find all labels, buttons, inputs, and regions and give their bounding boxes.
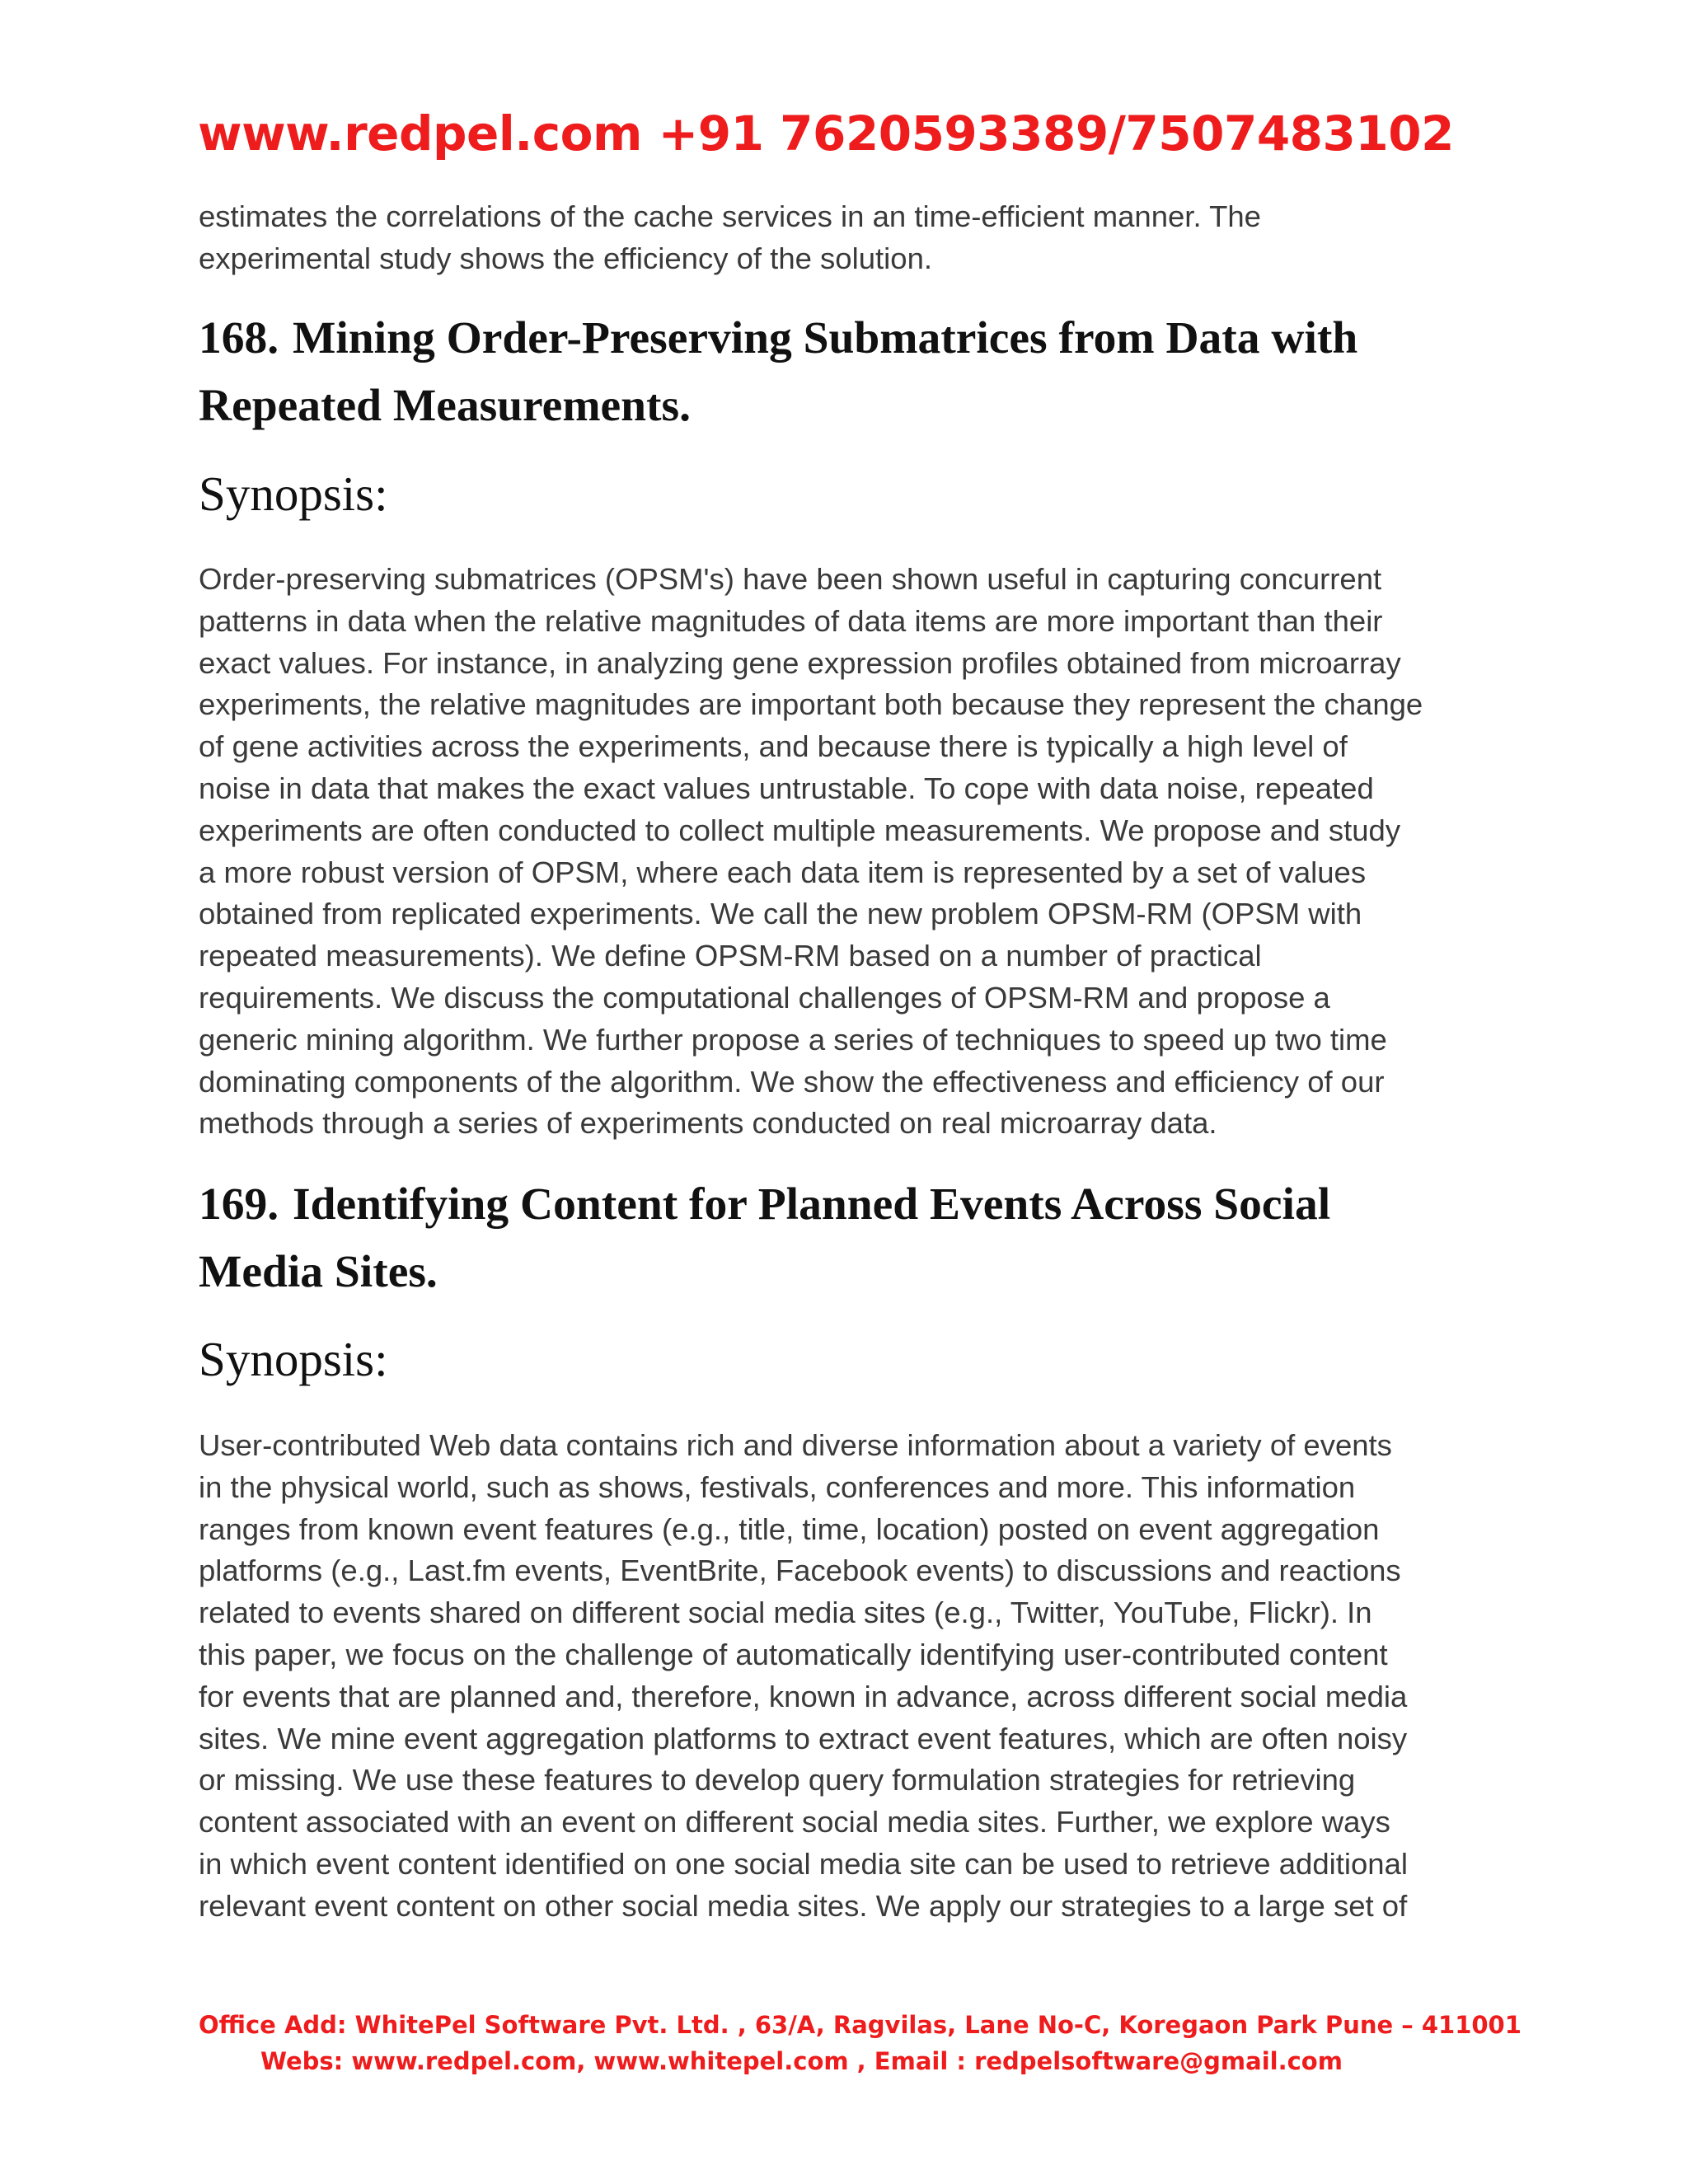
synopsis-line: exact values. For instance, in analyzing gene expression profiles obtained from microarray [199,645,1401,680]
synopsis-line: noise in data that makes the exact values untrustable. To cope with data noise, repeated [199,771,1374,805]
synopsis-line: sites. We mine event aggregation platforms to extract event features, which are often noisy [199,1721,1408,1755]
synopsis-line: repeated measurements). We define OPSM-RM based on a number of practical [199,939,1262,973]
synopsis-line: generic mining algorithm. We further propose a series of techniques to speed up two time [199,1022,1387,1057]
synopsis-line: obtained from replicated experiments. We call the new problem OPSM-RM (OPSM with [199,897,1362,931]
synopsis-line: this paper, we focus on the challenge of automatically identifying user-contributed content [199,1637,1388,1671]
synopsis-line: requirements. We discuss the computational challenges of OPSM-RM and propose a [199,980,1330,1015]
paper-168-synopsis-body [199,559,1517,1145]
synopsis-line: experiments are often conducted to collect multiple measurements. We propose and study [199,813,1401,847]
synopsis-line: of gene activities across the experiments, and because there is typically a high level of [199,729,1348,764]
paper-168-synopsis-heading [199,466,1517,523]
synopsis-line: platforms (e.g., Last.fm events, EventBrite, Facebook events) to discussions and reactions [199,1554,1401,1588]
synopsis-line: content associated with an event on different social media sites. Further, we explore ways [199,1805,1390,1840]
intro-paragraph [199,196,1517,280]
paper-169-synopsis-body [199,1425,1517,1928]
footer-websites-email: Webs: www.redpel.com, www.whitepel.com , Email : redpelsoftware@gmail.com [260,2047,1343,2075]
paper-title-line: Repeated Measurements. [199,381,692,431]
paper-title-line: Identifying Content for Planned Events Across Social [293,1179,1331,1230]
intro-line: experimental study shows the efficiency of the solution. [199,241,933,275]
paper-title-line: Mining Order-Preserving Submatrices from Data with [293,313,1358,363]
synopsis-line: dominating components of the algorithm. We show the effectiveness and efficiency of our [199,1064,1385,1099]
footer-office-address: Office Add: WhitePel Software Pvt. Ltd. , 63/A, Ragvilas, Lane No-C, Koregaon Park Pune – 411001 [199,2011,1522,2039]
synopsis-line: in which event content identified on one social media site can be used to retrieve additional [199,1846,1409,1881]
synopsis-line: patterns in data when the relative magnitudes of data items are more important than their [199,603,1383,638]
synopsis-line: relevant event content on other social media sites. We apply our strategies to a large set of [199,1888,1408,1923]
synopsis-line: in the physical world, such as shows, festivals, conferences and more. This information [199,1469,1356,1504]
synopsis-line: for events that are planned and, therefore, known in advance, across different social media [199,1679,1408,1713]
paper-169-title [199,1171,1517,1306]
synopsis-line: a more robust version of OPSM, where each data item is represented by a set of values [199,855,1367,889]
synopsis-heading: Synopsis: [199,466,388,521]
synopsis-line: or missing. We use these features to develop query formulation strategies for retrieving [199,1763,1356,1797]
paper-169-synopsis-heading [199,1331,1517,1388]
intro-line: estimates the correlations of the cache services in an time-efficient manner. The [199,199,1261,233]
synopsis-line: experiments, the relative magnitudes are important both because they represent the change [199,687,1423,722]
paper-number: 169. [199,1179,279,1230]
synopsis-line: Order-preserving submatrices (OPSM's) have been shown useful in capturing concurrent [199,562,1382,596]
synopsis-line: ranges from known event features (e.g., title, time, location) posted on event aggregation [199,1511,1380,1546]
paper-title-line: Media Sites. [199,1247,438,1297]
contact-header: www.redpel.com +91 7620593389/7507483102 [198,105,1454,162]
synopsis-line: related to events shared on different social media sites (e.g., Twitter, YouTube, Flickr). In [199,1596,1372,1630]
synopsis-heading: Synopsis: [199,1332,388,1386]
synopsis-line: User-contributed Web data contains rich and diverse information about a variety of events [199,1428,1392,1462]
synopsis-line: methods through a series of experiments conducted on real microarray data. [199,1106,1217,1141]
paper-number: 168. [199,313,279,363]
paper-168-title [199,305,1517,440]
